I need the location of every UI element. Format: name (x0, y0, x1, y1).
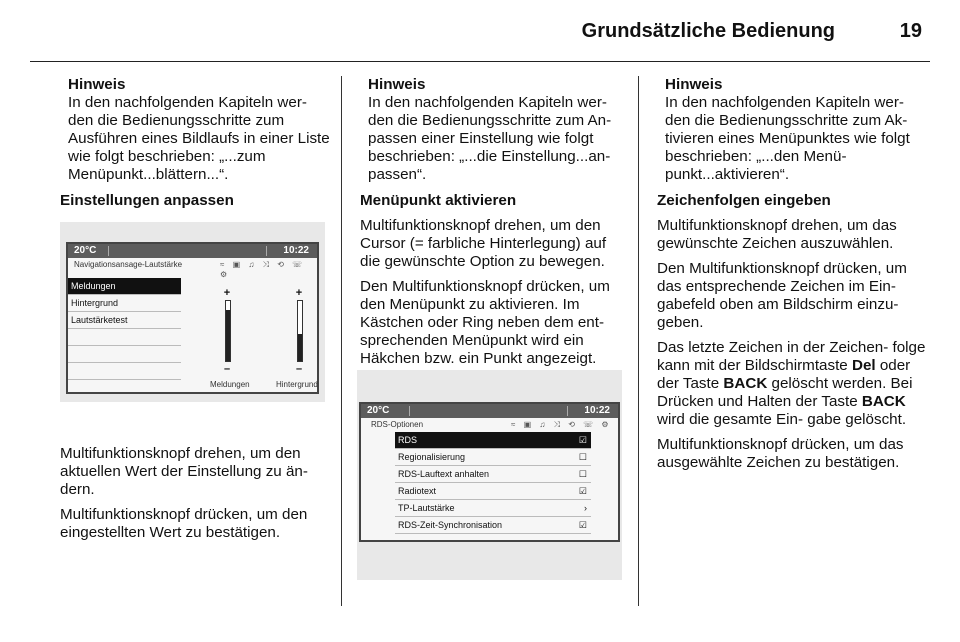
rds-options-list (395, 432, 591, 534)
slider-track (297, 300, 303, 362)
list-item-label: Regionalisierung (398, 452, 466, 462)
paragraph: Den Multifunktionsknopf drücken, um das entsprechende Zeichen im Ein- gabefeld oben am Bildschirm einzu- geben. (657, 260, 907, 331)
list-item[interactable] (395, 517, 591, 534)
screen-caption: RDS-Optionen (371, 420, 424, 429)
column-1 (60, 76, 332, 217)
column-1-bottom (60, 445, 332, 549)
paragraph: Multifunktionsknopf drehen, um das gewünschte Zeichen auszuwählen. (657, 217, 897, 252)
key-del: Del (851, 357, 876, 374)
plus-icon: + (223, 287, 231, 299)
checkbox-checked-icon: ☑ (578, 486, 587, 496)
note-text: In den nachfolgenden Kapiteln wer- den die Bedienungsschritte zum Ausführen eines Bildlaufs in einer Liste wie folgt beschrieben: „...zum Menüpunkt...blättern...“. (68, 94, 330, 183)
clock: 10:22 (283, 245, 309, 256)
checkbox-checked-icon: ☑ (578, 520, 587, 530)
volume-slider[interactable] (221, 288, 233, 374)
list-item[interactable] (68, 329, 181, 346)
status-divider (567, 406, 568, 416)
list-item[interactable] (395, 449, 591, 466)
status-divider (108, 246, 109, 256)
note-title: Hinweis (368, 76, 426, 93)
section-heading: Zeichenfolgen eingeben (657, 192, 831, 209)
list-item[interactable]: Lautstärketest (68, 312, 181, 329)
list-item-label: Radiotext (398, 486, 437, 496)
text-run: gelöscht werden. Bei Drücken und Halten der Taste (657, 375, 913, 410)
note-title: Hinweis (665, 76, 723, 93)
list-item[interactable] (395, 432, 591, 449)
status-divider (266, 246, 267, 256)
paragraph: Multifunktionsknopf drücken, um den eingestellten Wert zu bestätigen. (60, 506, 308, 541)
chevron-right-icon: › (584, 503, 587, 513)
list-item[interactable]: Hintergrund (68, 295, 181, 312)
header-rule (30, 61, 930, 62)
text-run: wird die gesamte Ein- gabe gelöscht. (657, 411, 907, 428)
list-item[interactable] (395, 466, 591, 483)
list-item-label: RDS-Lauftext anhalten (398, 469, 490, 479)
display-screen (66, 242, 319, 394)
list-item[interactable] (395, 500, 591, 517)
paragraph: Den Multifunktionsknopf drücken, um den Menüpunkt zu aktivieren. Im Kästchen oder Ring neben dem ent- sprechenden Menüpunkt wird ein Häkchen bzw. ein Punkt angezeigt. (360, 278, 610, 367)
screen-caption: Navigationsansage-Lautstärke (74, 260, 183, 269)
checkbox-empty-icon: ☐ (578, 469, 587, 479)
page-title: Grundsätzliche Bedienung (581, 20, 835, 42)
text-run: oder der Taste (657, 357, 911, 392)
note-block (657, 76, 929, 184)
page-number: 19 (899, 20, 922, 42)
page-header (0, 0, 960, 62)
slider-fill (298, 334, 302, 361)
screenshot-rds (357, 370, 622, 580)
key-back: BACK (861, 393, 906, 410)
column-2 (360, 76, 628, 375)
column-divider (341, 76, 342, 606)
slider-fill (226, 310, 230, 361)
list-item-label: RDS (398, 435, 418, 445)
checkbox-checked-icon: ☑ (578, 435, 587, 445)
note-title: Hinweis (68, 76, 126, 93)
clock: 10:22 (584, 405, 610, 416)
section-heading: Einstellungen anpassen (60, 192, 234, 209)
list-item-label: RDS-Zeit-Synchronisation (398, 520, 503, 530)
key-back: BACK (723, 375, 768, 392)
bottom-label: Meldungen (210, 380, 250, 389)
list-item[interactable] (68, 346, 181, 363)
column-3 (657, 76, 929, 479)
list-item[interactable]: Meldungen (68, 278, 181, 295)
column-divider (638, 76, 639, 606)
bottom-label: Hintergrund (276, 380, 318, 389)
status-divider (409, 406, 410, 416)
plus-icon: + (295, 287, 303, 299)
temperature: 20°C (74, 245, 97, 256)
note-text: In den nachfolgenden Kapiteln wer- den die Bedienungsschritte zum Ak- tivieren eines Menüpunktes wie folgt beschrieben: „...den Menü- punkt...aktivieren“. (665, 94, 910, 183)
section-heading: Menüpunkt aktivieren (360, 192, 517, 209)
note-block (360, 76, 628, 184)
volume-slider[interactable] (293, 288, 305, 374)
checkbox-empty-icon: ☐ (578, 452, 587, 462)
list-item[interactable] (68, 363, 181, 380)
slider-track (225, 300, 231, 362)
minus-icon: – (295, 363, 303, 375)
status-bar (68, 244, 317, 258)
minus-icon: – (223, 363, 231, 375)
list-item-label: TP-Lautstärke (398, 503, 455, 513)
paragraph: Multifunktionsknopf drehen, um den aktuellen Wert der Einstellung zu än- dern. (60, 445, 308, 498)
status-icons: ≈ ▣ ♫ ⤨ ⟲ ☏ ⚙ (511, 420, 612, 429)
note-text: In den nachfolgenden Kapiteln wer- den die Bedienungsschritte zum An- passen einer Einstellung wie folgt beschrieben: „...die Einstellung...an- passen“. (368, 94, 612, 183)
status-bar (361, 404, 618, 418)
status-icons: ≈ ▣ ♫ ⤨ ⟲ ☏ ⚙ (220, 260, 306, 279)
paragraph: Multifunktionsknopf drücken, um das ausgewählte Zeichen zu bestätigen. (657, 436, 904, 471)
note-block (60, 76, 332, 184)
temperature: 20°C (367, 405, 390, 416)
paragraph: Multifunktionsknopf drehen, um den Cursor (= farbliche Hinterlegung) auf die gewünschte Option zu bewegen. (360, 217, 607, 270)
screenshot-settings (60, 222, 325, 402)
list-item[interactable] (395, 483, 591, 500)
display-screen (359, 402, 620, 542)
text-run: Das letzte Zeichen in der Zeichen- folge kann mit der Bildschirmtaste (657, 339, 926, 374)
paragraph (657, 339, 929, 429)
settings-list (68, 278, 181, 380)
